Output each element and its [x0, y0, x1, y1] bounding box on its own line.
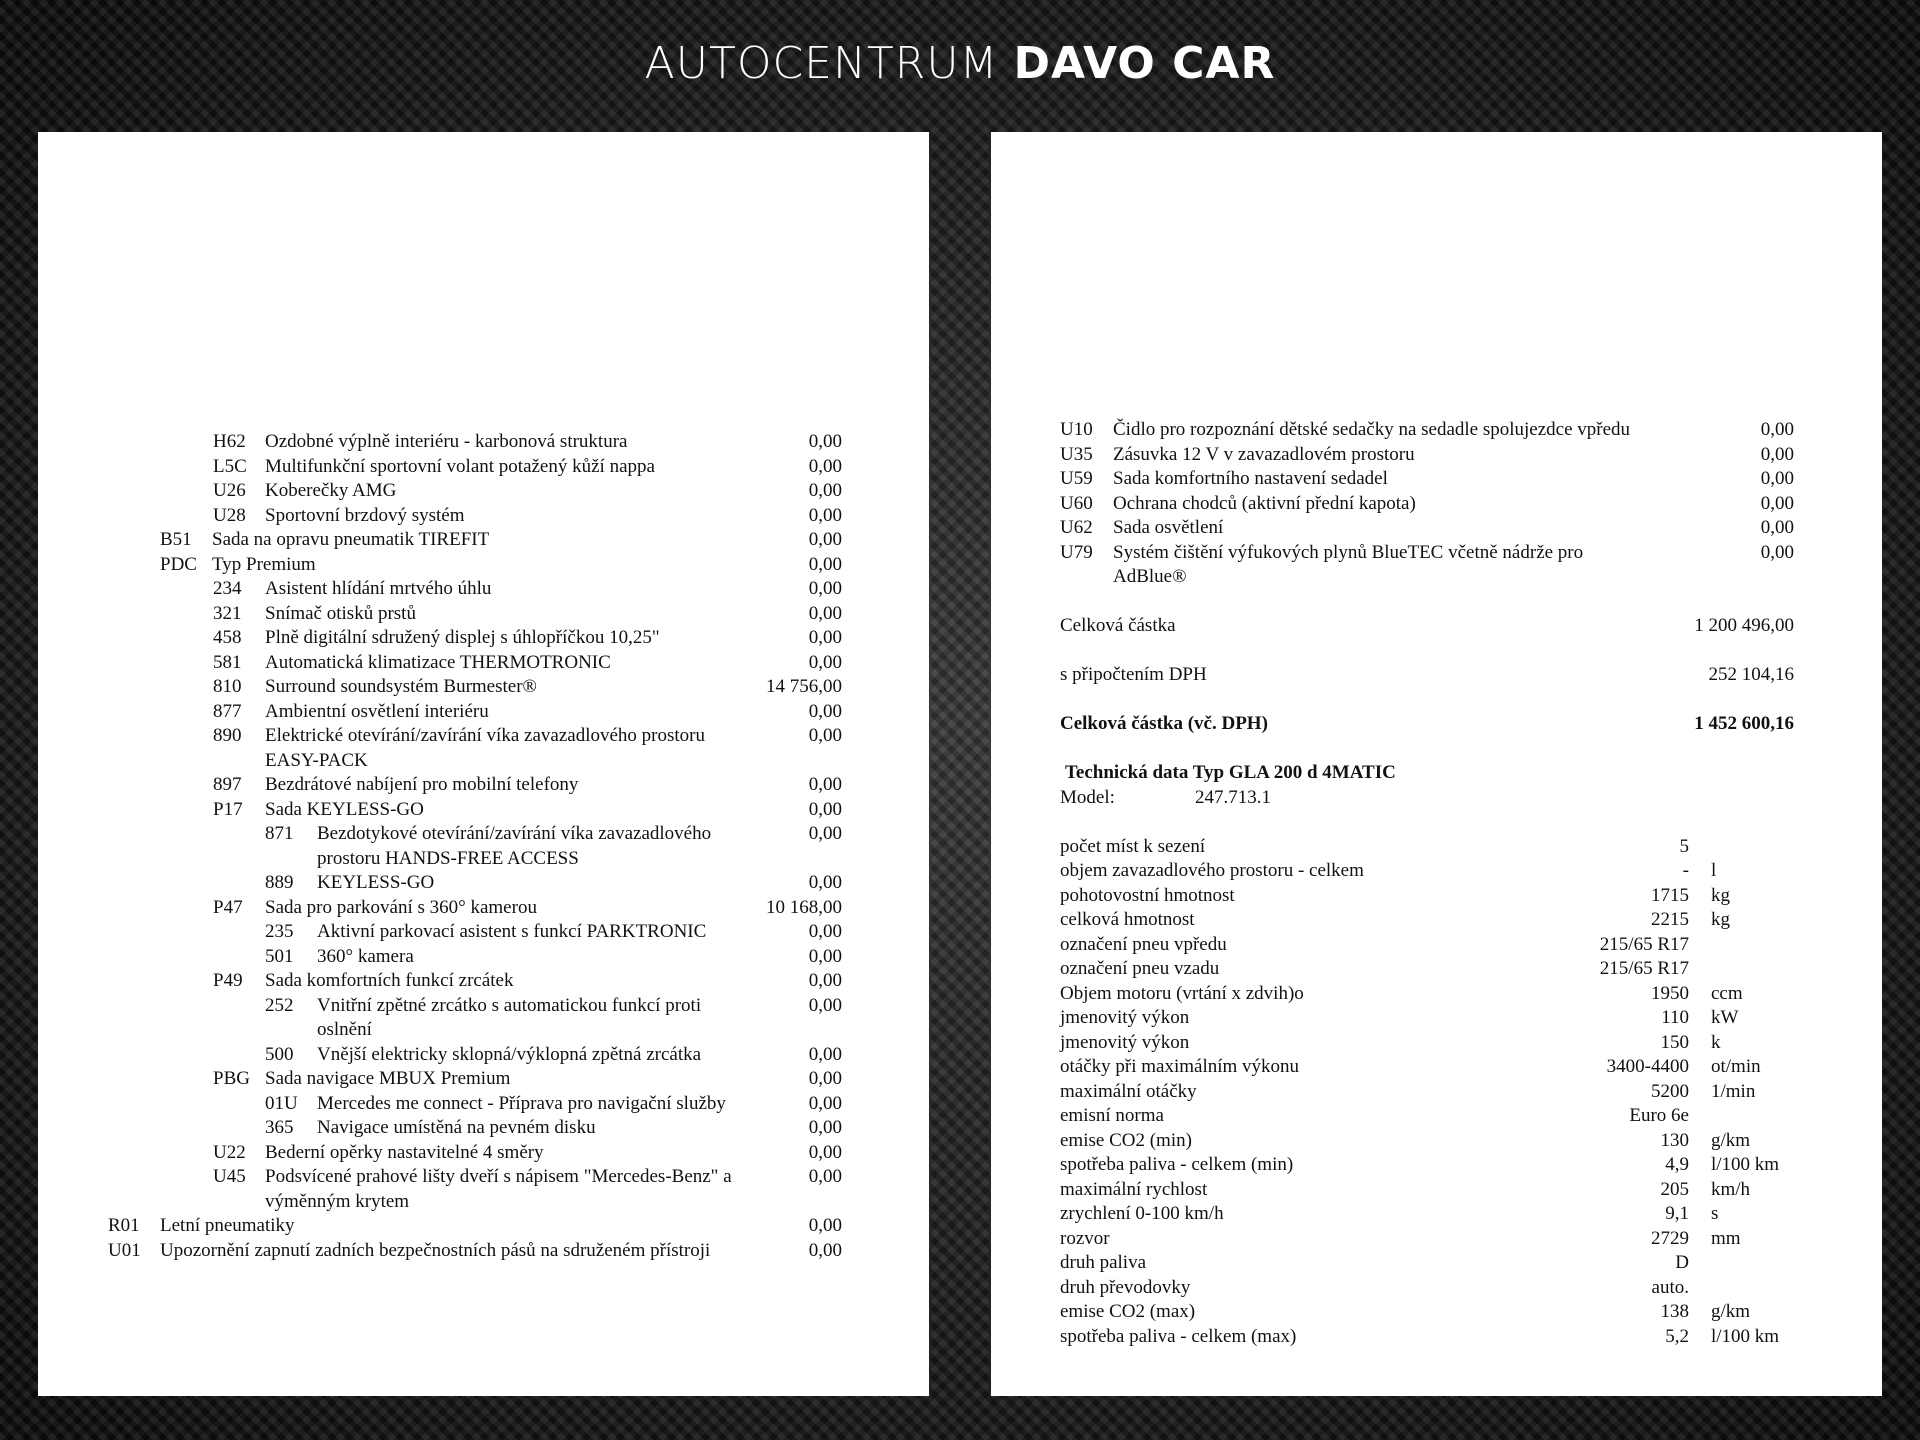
list-item: [38, 773, 929, 798]
item-code: U26: [213, 480, 246, 501]
tech-label: jmenovitý výkon: [1060, 1007, 1190, 1028]
item-price: 0,00: [1760, 492, 1794, 514]
total-label: Celková částka: [1060, 615, 1176, 636]
item-price: 0,00: [808, 1166, 842, 1187]
item-code: 871: [265, 823, 294, 844]
tech-unit: g/km: [1711, 1301, 1751, 1322]
item-description: Sada komfortních funkcí zrcátek: [265, 970, 514, 991]
tech-value: 215/65 R17: [1599, 933, 1689, 955]
item-price: 0,00: [808, 700, 842, 722]
list-item: [38, 798, 929, 823]
list-item: [38, 994, 929, 1043]
item-code: 810: [213, 676, 242, 697]
tech-row: [991, 884, 1882, 909]
total-value: 1 200 496,00: [1694, 615, 1794, 636]
item-code: PDC: [160, 553, 197, 575]
equipment-list: [38, 430, 929, 1263]
tech-unit: k: [1711, 1031, 1721, 1053]
item-price: 0,00: [808, 529, 842, 550]
tech-label: označení pneu vpředu: [1060, 933, 1227, 955]
item-price: 0,00: [808, 578, 842, 599]
tech-unit: l: [1711, 860, 1717, 881]
tech-unit: km/h: [1711, 1178, 1751, 1200]
tech-label: celková hmotnost: [1060, 909, 1195, 930]
list-item: [38, 724, 929, 773]
tech-unit: ot/min: [1711, 1056, 1761, 1077]
tech-row: [991, 1129, 1882, 1154]
tech-row: [991, 933, 1882, 958]
list-item: [38, 1239, 929, 1264]
tech-label: emisní norma: [1060, 1105, 1164, 1126]
tech-value: 2729: [1651, 1227, 1689, 1249]
tech-value: 1715: [1651, 884, 1689, 906]
list-item: [38, 1141, 929, 1166]
spacer: [991, 810, 1882, 835]
tech-label: otáčky při maximálním výkonu: [1060, 1056, 1300, 1077]
tech-row: [991, 1055, 1882, 1080]
item-description: Snímač otisků prstů: [265, 602, 416, 624]
item-description: Zásuvka 12 V v zavazadlovém prostoru: [1113, 443, 1415, 465]
item-code: R01: [108, 1215, 140, 1236]
item-description: Sada na opravu pneumatik TIREFIT: [212, 529, 490, 550]
item-price: 0,00: [808, 725, 842, 746]
item-description: Vnější elektricky sklopná/výklopná zpětná zrcátka: [317, 1043, 702, 1065]
tech-unit: l/100 km: [1711, 1325, 1780, 1347]
item-description: Ozdobné výplně interiéru - karbonová struktura: [265, 431, 628, 452]
item-description: Bezdrátové nabíjení pro mobilní telefony: [265, 774, 579, 795]
item-code: 890: [213, 725, 242, 746]
item-code: U60: [1060, 492, 1093, 514]
list-item: [991, 443, 1882, 468]
document-page-left: [38, 132, 929, 1396]
tech-row: [991, 1325, 1882, 1350]
tech-value: 3400-4400: [1606, 1056, 1689, 1077]
total-label: s připočtením DPH: [1060, 664, 1207, 685]
item-description: KEYLESS-GO: [317, 872, 435, 893]
item-description: Vnitřní zpětné zrcátko s automatickou funkcí proti oslnění: [317, 994, 702, 1040]
item-code: P47: [213, 896, 243, 918]
tech-value: 205: [1660, 1178, 1689, 1200]
tech-label: Objem motoru (vrtání x zdvih)o: [1060, 982, 1304, 1004]
tech-value: 215/65 R17: [1599, 958, 1689, 979]
item-code: U79: [1060, 541, 1093, 563]
document-page-right: [991, 132, 1882, 1396]
item-code: PBG: [213, 1068, 250, 1089]
item-code: B51: [160, 529, 192, 550]
tech-value: D: [1675, 1252, 1689, 1273]
tech-row: [991, 1031, 1882, 1056]
tech-row: [991, 1080, 1882, 1105]
tech-row: [991, 1153, 1882, 1178]
item-price: 0,00: [1760, 541, 1794, 563]
item-price: 0,00: [808, 431, 842, 452]
item-description: Bederní opěrky nastavitelné 4 směry: [265, 1141, 544, 1163]
item-code: U10: [1060, 419, 1093, 440]
tech-label: druh převodovky: [1060, 1276, 1191, 1298]
item-price: 0,00: [808, 1117, 842, 1138]
tech-row: [991, 1251, 1882, 1276]
item-code: 252: [265, 994, 294, 1016]
item-description: Systém čištění výfukových plynů BlueTEC včetně nádrže pro AdBlue®: [1113, 541, 1584, 587]
item-description: Navigace umístěná na pevném disku: [317, 1117, 596, 1138]
total-row: [991, 614, 1882, 639]
item-description: Sada navigace MBUX Premium: [265, 1068, 511, 1089]
brand-light: AUTOCENTRUM: [644, 38, 999, 89]
item-code: U01: [108, 1239, 141, 1261]
list-item: [38, 577, 929, 602]
item-price: 0,00: [808, 994, 842, 1016]
item-price: 0,00: [1760, 443, 1794, 465]
item-description: 360° kamera: [317, 945, 414, 967]
list-item: [38, 675, 929, 700]
tech-unit: mm: [1711, 1227, 1741, 1249]
item-description: Mercedes me connect - Příprava pro navigační služby: [317, 1092, 726, 1114]
tech-label: emise CO2 (min): [1060, 1129, 1192, 1151]
tech-value: Euro 6e: [1629, 1105, 1689, 1126]
item-description: Automatická klimatizace THERMOTRONIC: [265, 651, 611, 673]
item-code: 889: [265, 872, 294, 893]
item-description: Čidlo pro rozpoznání dětské sedačky na sedadle spolujezdce vpředu: [1113, 419, 1631, 440]
tech-row: [991, 1202, 1882, 1227]
list-item: [991, 467, 1882, 492]
item-description: Plně digitální sdružený displej s úhlopříčkou 10,25": [265, 627, 660, 648]
list-item: [38, 920, 929, 945]
item-price: 0,00: [808, 1092, 842, 1114]
list-item: [38, 479, 929, 504]
item-price: 0,00: [808, 970, 842, 991]
item-code: U45: [213, 1166, 246, 1187]
tech-row: [991, 1276, 1882, 1301]
tech-unit: kg: [1711, 884, 1730, 906]
list-item: [38, 896, 929, 921]
tech-label: emise CO2 (max): [1060, 1301, 1196, 1322]
tech-unit: kg: [1711, 909, 1730, 930]
tech-value: 1950: [1651, 982, 1689, 1004]
item-code: U62: [1060, 517, 1093, 538]
tech-label: rozvor: [1060, 1227, 1110, 1249]
item-price: 0,00: [808, 553, 842, 575]
list-item: [991, 492, 1882, 517]
item-description: Ochrana chodců (aktivní přední kapota): [1113, 492, 1416, 514]
tech-value: auto.: [1651, 1276, 1689, 1298]
item-code: U22: [213, 1141, 246, 1163]
item-code: P17: [213, 798, 243, 820]
item-price: 0,00: [808, 1239, 842, 1261]
item-price: 0,00: [808, 627, 842, 648]
tech-row: [991, 835, 1882, 860]
tech-value: 5,2: [1665, 1325, 1689, 1347]
item-description: Letní pneumatiky: [160, 1215, 295, 1236]
item-description: Typ Premium: [212, 553, 316, 575]
item-description: Upozornění zapnutí zadních bezpečnostních pásů na sdruženém přístroji: [160, 1239, 711, 1261]
item-code: 877: [213, 700, 242, 722]
item-price: 0,00: [1760, 468, 1794, 489]
list-item: [38, 1214, 929, 1239]
item-price: 0,00: [1760, 517, 1794, 538]
item-price: 0,00: [808, 945, 842, 967]
list-item: [38, 945, 929, 970]
spacer: [991, 737, 1882, 762]
tech-value: 9,1: [1665, 1203, 1689, 1224]
list-item: [38, 1116, 929, 1141]
item-code: L5C: [213, 455, 247, 477]
spacer: [991, 639, 1882, 664]
tech-unit: ccm: [1711, 982, 1743, 1004]
brand-bold: DAVO CAR: [1013, 38, 1276, 89]
list-item: [38, 430, 929, 455]
tech-label: objem zavazadlového prostoru - celkem: [1060, 860, 1364, 881]
item-description: Surround soundsystém Burmester®: [265, 676, 537, 697]
tech-unit: l/100 km: [1711, 1154, 1780, 1175]
item-price: 14 756,00: [766, 676, 842, 697]
item-price: 0,00: [808, 823, 842, 844]
item-price: 10 168,00: [766, 896, 842, 918]
tech-value: 4,9: [1665, 1154, 1689, 1175]
item-code: 897: [213, 774, 242, 795]
item-description: Sada osvětlení: [1113, 517, 1224, 538]
list-item: [38, 1043, 929, 1068]
item-price: 0,00: [808, 1043, 842, 1065]
tech-row: [991, 1227, 1882, 1252]
item-price: 0,00: [808, 504, 842, 526]
tech-value: 110: [1661, 1007, 1689, 1028]
item-description: Sada komfortního nastavení sedadel: [1113, 468, 1388, 489]
list-item: [991, 418, 1882, 443]
item-description: Sada pro parkování s 360° kamerou: [265, 896, 537, 918]
item-description: Podsvícené prahové lišty dveří s nápisem "Mercedes-Benz" a výměnným krytem: [265, 1166, 732, 1212]
item-description: Bezdotykové otevírání/zavírání víka zavazadlového prostoru HANDS-FREE ACCESS: [317, 823, 712, 869]
list-item: [38, 1067, 929, 1092]
tech-value: 138: [1660, 1301, 1689, 1322]
tech-unit: kW: [1711, 1007, 1739, 1028]
tech-label: pohotovostní hmotnost: [1060, 884, 1235, 906]
list-item: [38, 1092, 929, 1117]
list-item: [38, 602, 929, 627]
item-code: 321: [213, 602, 242, 624]
tech-row: [991, 1178, 1882, 1203]
item-price: 0,00: [808, 651, 842, 673]
item-description: Asistent hlídání mrtvého úhlu: [265, 578, 492, 599]
total-value: 252 104,16: [1708, 664, 1794, 685]
tech-row: [991, 1300, 1882, 1325]
tech-label: maximální otáčky: [1060, 1080, 1197, 1102]
tech-value: 2215: [1651, 909, 1689, 930]
list-item: [38, 528, 929, 553]
item-price: 0,00: [1760, 419, 1794, 440]
item-description: Elektrické otevírání/zavírání víka zavazadlového prostoru EASY-PACK: [265, 725, 705, 771]
item-description: Aktivní parkovací asistent s funkcí PARKTRONIC: [317, 921, 707, 942]
item-code: P49: [213, 970, 243, 991]
tech-row: [991, 859, 1882, 884]
list-item: [38, 822, 929, 871]
item-price: 0,00: [808, 602, 842, 624]
item-price: 0,00: [808, 774, 842, 795]
tech-label: spotřeba paliva - celkem (max): [1060, 1325, 1297, 1347]
tech-value: 5: [1679, 835, 1689, 857]
list-item: [38, 553, 929, 578]
item-code: 581: [213, 651, 242, 673]
tech-row: [991, 982, 1882, 1007]
item-description: Ambientní osvětlení interiéru: [265, 700, 489, 722]
list-item: [991, 516, 1882, 541]
tech-row: [991, 908, 1882, 933]
item-description: Sportovní brzdový systém: [265, 504, 465, 526]
item-code: U35: [1060, 443, 1093, 465]
list-item: [38, 626, 929, 651]
tech-title: Technická data Typ GLA 200 d 4MATIC: [1065, 762, 1396, 783]
tech-value: 130: [1660, 1129, 1689, 1151]
item-price: 0,00: [808, 872, 842, 893]
item-code: 365: [265, 1117, 294, 1138]
item-description: Multifunkční sportovní volant potažený kůží nappa: [265, 455, 655, 477]
tech-row: [991, 1006, 1882, 1031]
list-item: [991, 541, 1882, 590]
item-code: U59: [1060, 468, 1093, 489]
tech-label: maximální rychlost: [1060, 1178, 1208, 1200]
list-item: [38, 700, 929, 725]
tech-label: označení pneu vzadu: [1060, 958, 1220, 979]
model-row: [991, 786, 1882, 811]
tech-row: [991, 1104, 1882, 1129]
item-description: Sada KEYLESS-GO: [265, 798, 424, 820]
brand-title: [0, 38, 1920, 89]
tech-unit: 1/min: [1711, 1080, 1756, 1102]
spacer: [991, 590, 1882, 615]
list-item: [38, 871, 929, 896]
item-code: U28: [213, 504, 246, 526]
list-item: [38, 504, 929, 529]
item-code: 458: [213, 627, 242, 648]
tech-label: spotřeba paliva - celkem (min): [1060, 1154, 1294, 1175]
item-price: 0,00: [808, 455, 842, 477]
item-code: 500: [265, 1043, 294, 1065]
item-code: 234: [213, 578, 242, 599]
total-label: Celková částka (vč. DPH): [1060, 713, 1268, 734]
list-item: [38, 651, 929, 676]
list-item: [38, 1165, 929, 1214]
item-price: 0,00: [808, 480, 842, 501]
item-code: H62: [213, 431, 246, 452]
tech-label: zrychlení 0-100 km/h: [1060, 1203, 1224, 1224]
item-price: 0,00: [808, 921, 842, 942]
list-item: [38, 969, 929, 994]
tech-unit: s: [1711, 1203, 1719, 1224]
tech-label: počet míst k sezení: [1060, 835, 1206, 857]
tech-unit: g/km: [1711, 1129, 1751, 1151]
tech-value: -: [1682, 860, 1689, 881]
model-label: Model:: [1060, 786, 1115, 808]
spacer: [991, 688, 1882, 713]
model-value: 247.713.1: [1195, 786, 1271, 808]
list-item: [38, 455, 929, 480]
tech-label: druh paliva: [1060, 1252, 1147, 1273]
item-code: 01U: [265, 1092, 298, 1114]
equipment-list-continued: [991, 418, 1882, 1349]
tech-label: jmenovitý výkon: [1060, 1031, 1190, 1053]
item-price: 0,00: [808, 1141, 842, 1163]
total-value: 1 452 600,16: [1694, 713, 1794, 734]
item-price: 0,00: [808, 798, 842, 820]
grand-total-row: [991, 712, 1882, 737]
item-price: 0,00: [808, 1068, 842, 1089]
item-price: 0,00: [808, 1215, 842, 1236]
vat-row: [991, 663, 1882, 688]
item-code: 235: [265, 921, 294, 942]
item-code: 501: [265, 945, 294, 967]
tech-value: 5200: [1651, 1080, 1689, 1102]
item-description: Koberečky AMG: [265, 480, 397, 501]
tech-row: [991, 957, 1882, 982]
tech-value: 150: [1660, 1031, 1689, 1053]
